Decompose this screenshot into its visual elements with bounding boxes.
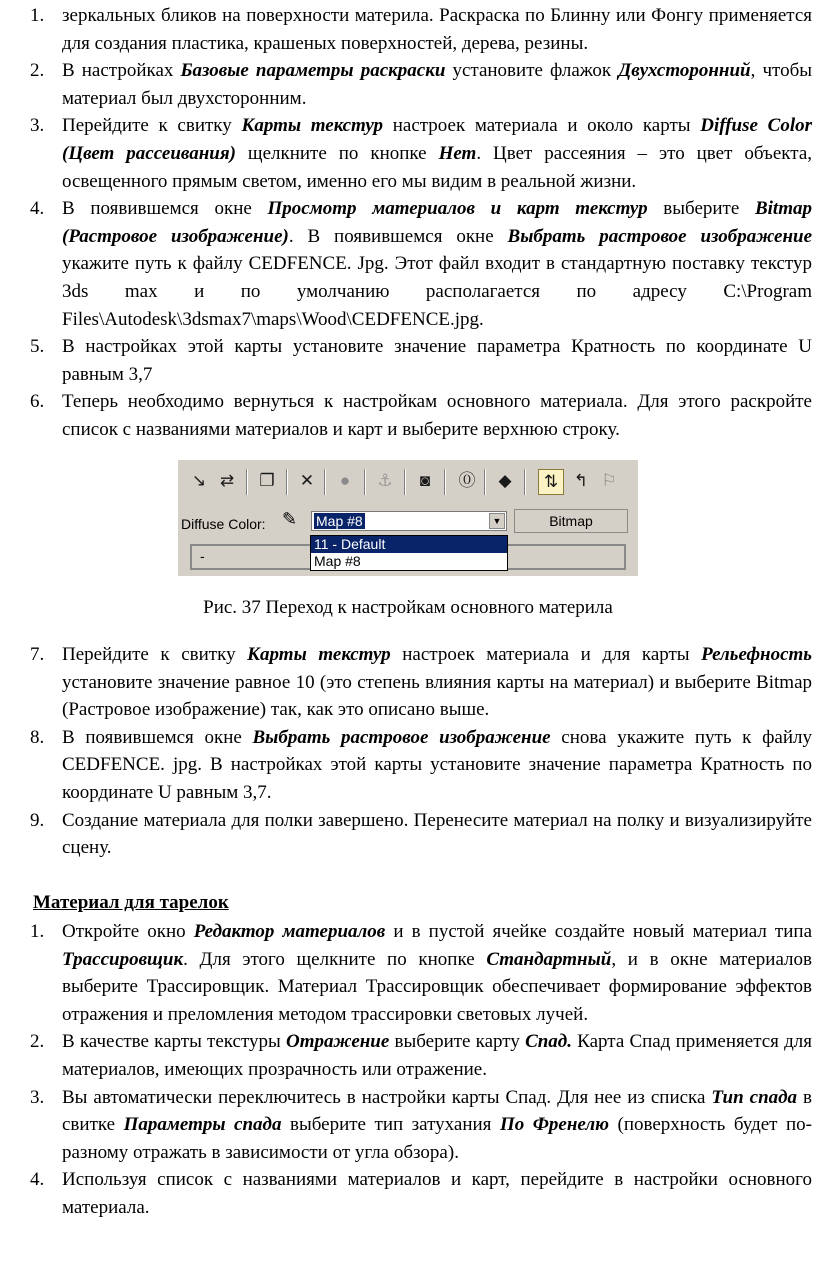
item-number: 2. bbox=[30, 1031, 45, 1053]
emphasis-text: Карты текстур bbox=[241, 115, 384, 137]
item-number: 4. bbox=[30, 1169, 45, 1191]
assign-material-icon[interactable]: ❐ bbox=[259, 471, 275, 490]
toolbar bbox=[178, 464, 638, 498]
material-editor-screenshot bbox=[178, 460, 638, 576]
emphasis-text: Редактор материалов bbox=[193, 921, 386, 942]
item-text: В настройках bbox=[62, 60, 181, 82]
item-text: Перейдите к свитку bbox=[62, 644, 248, 665]
emphasis-text: Базовые параметры раскраски bbox=[180, 60, 446, 82]
toolbar-separator bbox=[286, 469, 288, 495]
item-text: выберите bbox=[647, 198, 755, 220]
emphasis-text: Отражение bbox=[285, 1031, 390, 1053]
eyedropper-icon[interactable]: ✎ bbox=[282, 509, 298, 529]
list-item bbox=[0, 724, 816, 807]
list-item bbox=[0, 807, 816, 862]
dropdown-list bbox=[310, 535, 508, 571]
emphasis-text: Двухсторонний bbox=[618, 60, 751, 82]
go-to-parent-icon[interactable]: ⇅ bbox=[538, 469, 564, 495]
item-text: и в пустой ячейке создайте новый материал типа bbox=[385, 921, 813, 942]
list-item bbox=[0, 57, 816, 112]
item-number: 3. bbox=[30, 1086, 45, 1108]
toolbar-separator bbox=[364, 469, 366, 495]
item-text: . Цвет рассеяния – это цвет объекта, освещенного прямым светом, именно его мы видим в реальной жизни. bbox=[62, 142, 813, 192]
list-item bbox=[0, 1084, 816, 1167]
item-text: Перейдите к свитку bbox=[62, 115, 242, 137]
item-text: Используя список с названиями материалов и карт, перейдите в настройки основного материала. bbox=[62, 1169, 812, 1218]
item-text: (поверхность будет по-разному отражать в зависимости от угла обзора). bbox=[62, 1114, 812, 1163]
figure-caption: Рис. 37 Переход к настройкам основного материла bbox=[203, 597, 613, 618]
toolbar-separator bbox=[484, 469, 486, 495]
item-text: В появившемся окне bbox=[62, 726, 253, 748]
item-text: выберите тип затухания bbox=[281, 1114, 500, 1136]
emphasis-text: Спад. bbox=[525, 1031, 572, 1053]
item-text: . В появившемся окне bbox=[288, 225, 508, 247]
toolbar-separator bbox=[404, 469, 406, 495]
make-unique-icon[interactable]: ● bbox=[339, 471, 351, 490]
steps-list-1 bbox=[0, 2, 816, 444]
list-item bbox=[0, 1166, 816, 1221]
item-text: , чтобы материал был двухсторонним. bbox=[62, 60, 812, 109]
item-number: 7. bbox=[30, 644, 45, 665]
list-item bbox=[0, 641, 816, 724]
item-number: 2. bbox=[30, 60, 45, 82]
put-to-library-icon[interactable]: ⚓ bbox=[377, 471, 393, 490]
chevron-down-icon[interactable]: ▼ bbox=[489, 513, 505, 529]
show-end-result-icon[interactable]: ◆ bbox=[498, 471, 512, 490]
emphasis-text: Нет bbox=[438, 142, 477, 164]
item-text: В настройках этой карты установите значение параметра Кратность по координате U равным 3,7 bbox=[62, 336, 812, 385]
item-number: 4. bbox=[30, 198, 45, 220]
item-text: снова укажите путь к файлу CEDFENCE. jpg. В настройках этой карты установите значение параметра Кратность по координате U равным 3,7. bbox=[62, 726, 812, 803]
emphasis-text: Трассировщик bbox=[62, 948, 184, 970]
go-forward-icon[interactable]: ↰ bbox=[573, 471, 589, 490]
emphasis-text: Выбрать растровое изображение bbox=[252, 726, 551, 748]
diffuse-color-label: Diffuse Color: bbox=[181, 516, 266, 532]
item-text: выберите карту bbox=[389, 1031, 526, 1053]
list-item bbox=[0, 388, 816, 443]
steps-list-3 bbox=[0, 918, 816, 1222]
emphasis-text: Diffuse Color (Цвет рассеивания) bbox=[62, 115, 812, 164]
steps-list-2 bbox=[0, 641, 816, 862]
item-text: В появившемся окне bbox=[62, 198, 268, 220]
dropdown-value: Map #8 bbox=[316, 513, 363, 529]
go-sibling-icon[interactable]: ⚐ bbox=[601, 471, 617, 490]
item-text: зеркальных бликов на поверхности материла. Раскраска по Блинну или Фонгу применяется для создания пластика, крашеных поверхностей, дерева, резины. bbox=[62, 5, 812, 54]
put-to-scene-icon[interactable]: ⇄ bbox=[219, 471, 235, 490]
delete-icon[interactable]: ✕ bbox=[299, 471, 315, 490]
toolbar-separator bbox=[246, 469, 248, 495]
item-number: 6. bbox=[30, 391, 45, 413]
list-item bbox=[0, 2, 816, 57]
item-text: настроек материала и для карты bbox=[390, 644, 702, 665]
item-text: Откройте окно bbox=[62, 921, 194, 942]
emphasis-text: Просмотр материалов и карт текстур bbox=[267, 198, 648, 220]
dropdown-option[interactable]: Map #8 bbox=[314, 553, 361, 569]
item-number: 3. bbox=[30, 115, 45, 137]
item-number: 8. bbox=[30, 726, 45, 748]
material-effects-icon[interactable]: ◙ bbox=[419, 471, 431, 490]
emphasis-text: Выбрать растровое изображение bbox=[507, 225, 813, 247]
item-text: установите значение равное 10 (это степень влияния карты на материал) и выберите Bitmap (Растровое изображение) так, как это описано выше. bbox=[62, 671, 812, 721]
item-text: щелкните по кнопке bbox=[235, 142, 439, 164]
list-item bbox=[0, 1028, 816, 1083]
item-number: 1. bbox=[30, 921, 45, 942]
item-text: , и в окне материалов выберите Трассировщик. Материал Трассировщик обеспечивает формирование эффектов отражения и преломления методом трассировки световых лучей. bbox=[62, 948, 813, 1025]
toolbar-separator bbox=[524, 469, 526, 495]
item-number: 9. bbox=[30, 809, 45, 831]
material-map-dropdown[interactable] bbox=[311, 511, 507, 531]
item-number: 5. bbox=[30, 336, 45, 358]
get-material-icon[interactable]: ↘ bbox=[191, 471, 207, 490]
emphasis-text: Карты текстур bbox=[247, 644, 391, 665]
item-text: В качестве карты текстуры bbox=[62, 1031, 286, 1053]
toolbar-separator bbox=[444, 469, 446, 495]
item-text: Вы автоматически переключитесь в настройки карты Спад. Для нее из списка bbox=[62, 1086, 712, 1108]
item-text: в свитке bbox=[62, 1086, 812, 1136]
list-item bbox=[0, 195, 816, 333]
dropdown-option[interactable]: 11 - Default bbox=[311, 536, 507, 553]
collapse-icon[interactable]: - bbox=[200, 548, 205, 564]
item-text: Создание материала для полки завершено. Перенесите материал на полку и визуализируйте сцену. bbox=[62, 809, 812, 859]
item-text: установите флажок bbox=[445, 60, 619, 82]
bitmap-button[interactable]: Bitmap bbox=[514, 509, 628, 533]
list-item bbox=[0, 918, 816, 1028]
emphasis-text: Стандартный bbox=[486, 948, 612, 970]
item-number: 1. bbox=[30, 5, 45, 26]
section-heading: Материал для тарелок bbox=[33, 892, 229, 913]
emphasis-text: Тип спада bbox=[711, 1086, 798, 1108]
item-text: . Для этого щелкните по кнопке bbox=[183, 948, 487, 970]
list-item bbox=[0, 112, 816, 195]
emphasis-text: Рельефность bbox=[701, 644, 812, 665]
item-text: Карта Спад применяется для материалов, имеющих прозрачность или отражение. bbox=[62, 1031, 812, 1080]
item-text: укажите путь к файлу CEDFENCE. Jpg. Этот файл входит в стандартную поставку текстур 3ds max и по умолчанию располагается по адресу C:\Program Files\Autodesk\3dsmax7\maps\Wood\CEDFENCE.jpg. bbox=[62, 253, 812, 330]
toolbar-separator bbox=[324, 469, 326, 495]
emphasis-text: Параметры спада bbox=[123, 1114, 282, 1136]
item-text: настроек материала и около карты bbox=[383, 115, 701, 137]
list-item bbox=[0, 333, 816, 388]
emphasis-text: Bitmap (Растровое изображение) bbox=[62, 198, 812, 247]
item-text: Теперь необходимо вернуться к настройкам основного материала. Для этого раскройте список с названиями материалов и карт и выберите верхнюю строку. bbox=[62, 391, 812, 440]
show-map-icon[interactable]: ⓪ bbox=[458, 471, 476, 490]
emphasis-text: По Френелю bbox=[499, 1114, 609, 1136]
